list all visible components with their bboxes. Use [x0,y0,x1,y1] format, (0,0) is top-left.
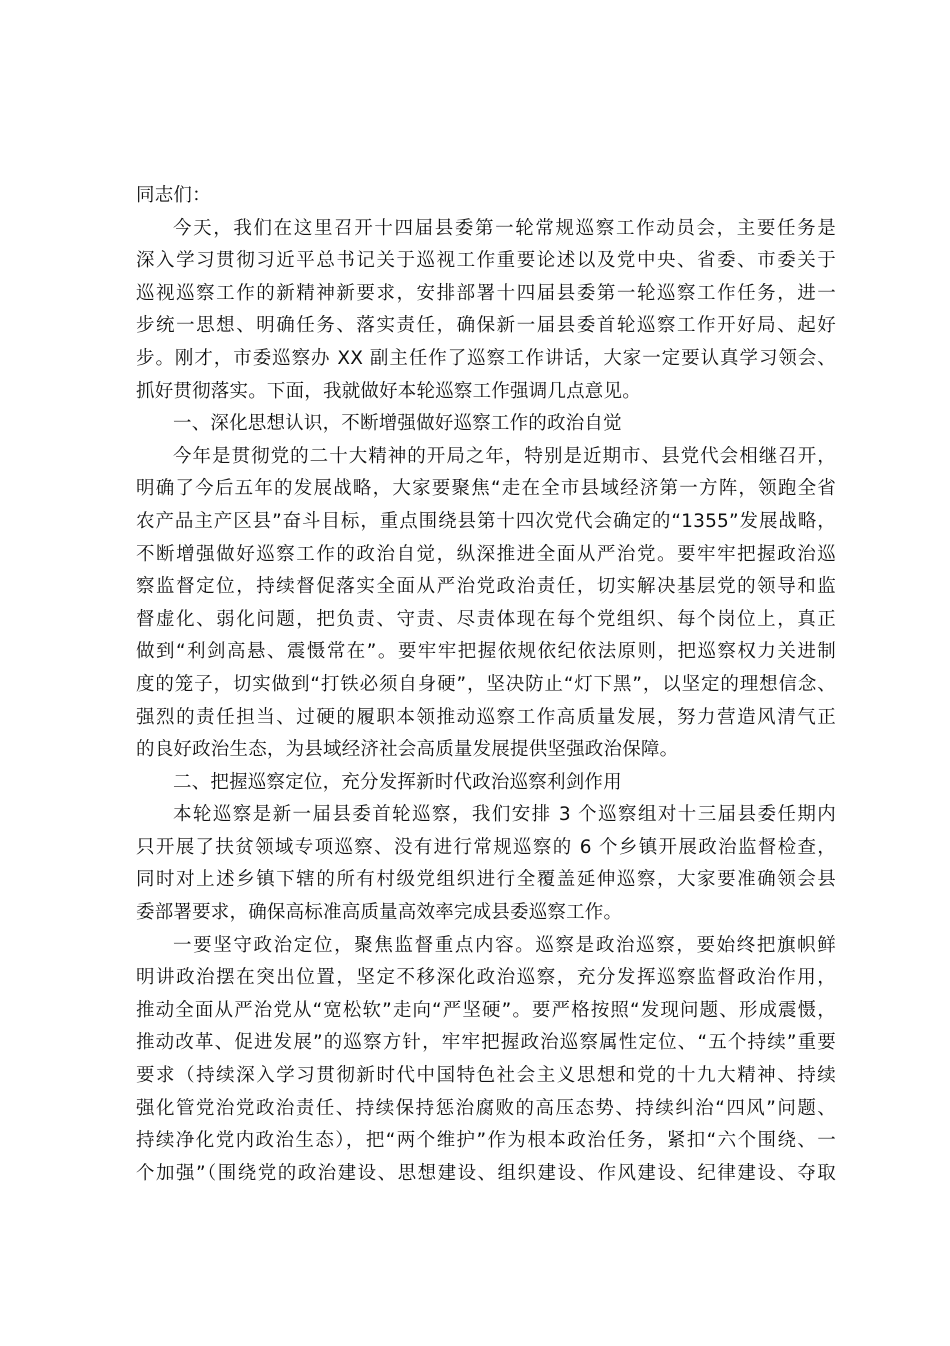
paragraph-line: 持续净化党内政治生态），把“两个维护”作为根本政治任务，紧扣“六个围绕、一 [136,1130,836,1152]
paragraph-line: 不断增强做好巡察工作的政治自觉，纵深推进全面从严治党。要牢牢把握政治巡 [136,543,836,565]
paragraph-line: 的良好政治生态，为县域经济社会高质量发展提供坚强政治保障。 [136,739,679,761]
paragraph-line: 强烈的责任担当、过硬的履职本领推动巡察工作高质量发展，努力营造风清气正 [136,706,836,728]
paragraph-line: 同时对上述乡镇下辖的所有村级党组织进行全覆盖延伸巡察，大家要准确领会县 [136,869,836,891]
paragraph-line: 强化管党治党政治责任、持续保持惩治腐败的高压态势、持续纠治“四风”问题、 [136,1097,836,1119]
paragraph-line: 巡视巡察工作的新精神新要求，安排部署十四届县委第一轮巡察工作任务，进一 [136,282,836,304]
paragraph-line: 做到“利剑高悬、震慑常在”。要牢牢把握依规依纪依法原则，把巡察权力关进制 [136,641,836,663]
paragraph-line: 推动全面从严治党从“宽松软”走向“严坚硬”。要严格按照“发现问题、形成震慑， [136,999,836,1021]
paragraph-line: 步统一思想、明确任务、落实责任，确保新一届县委首轮巡察工作开好局、起好 [136,315,836,337]
document-body [136,180,836,1190]
section-heading-2: 二、把握巡察定位，充分发挥新时代政治巡察利剑作用 [173,771,622,793]
paragraph-line: 本轮巡察是新一届县委首轮巡察，我们安排 3 个巡察组对十三届县委任期内 [173,804,836,826]
section-heading-1: 一、深化思想认识，不断增强做好巡察工作的政治自觉 [173,413,622,435]
paragraph-line: 步。刚才，市委巡察办 XX 副主任作了巡察工作讲话，大家一定要认真学习领会、 [136,347,836,369]
paragraph-line: 只开展了扶贫领域专项巡察、没有进行常规巡察的 6 个乡镇开展政治监督检查， [136,836,836,858]
paragraph-line: 抓好贯彻落实。下面，我就做好本轮巡察工作强调几点意见。 [136,380,641,402]
paragraph-line: 今天，我们在这里召开十四届县委第一轮常规巡察工作动员会，主要任务是 [173,217,836,239]
salutation: 同志们： [136,185,211,206]
paragraph-line: 要求（持续深入学习贯彻新时代中国特色社会主义思想和党的十九大精神、持续 [136,1065,836,1087]
paragraph-line: 今年是贯彻党的二十大精神的开局之年，特别是近期市、县党代会相继召开， [173,445,836,467]
paragraph-line: 深入学习贯彻习近平总书记关于巡视工作重要论述以及党中央、省委、市委关于 [136,250,836,272]
paragraph-line: 明确了今后五年的发展战略，大家要聚焦“走在全市县域经济第一方阵，领跑全省 [136,478,836,500]
paragraph-line: 明讲政治摆在突出位置，坚定不移深化政治巡察，充分发挥巡察监督政治作用， [136,967,836,989]
paragraph-line: 委部署要求，确保高标准高质量高效率完成县委巡察工作。 [136,902,623,924]
paragraph-line: 度的笼子，切实做到“打铁必须自身硬”，坚决防止“灯下黑”，以坚定的理想信念、 [136,673,836,695]
paragraph-line: 一要坚守政治定位，聚焦监督重点内容。巡察是政治巡察，要始终把旗帜鲜 [173,934,836,956]
paragraph-line: 督虚化、弱化问题，把负责、守责、尽责体现在每个党组织、每个岗位上，真正 [136,608,836,630]
paragraph-line: 个加强”（围绕党的政治建设、思想建设、组织建设、作风建设、纪律建设、夺取 [136,1162,836,1184]
paragraph-line: 察监督定位，持续督促落实全面从严治党政治责任，切实解决基层党的领导和监 [136,576,836,598]
paragraph-line: 推动改革、促进发展”的巡察方针，牢牢把握政治巡察属性定位、“五个持续”重要 [136,1032,836,1054]
paragraph-line: 农产品主产区县”奋斗目标，重点围绕县第十四次党代会确定的“1355”发展战略， [136,510,836,532]
